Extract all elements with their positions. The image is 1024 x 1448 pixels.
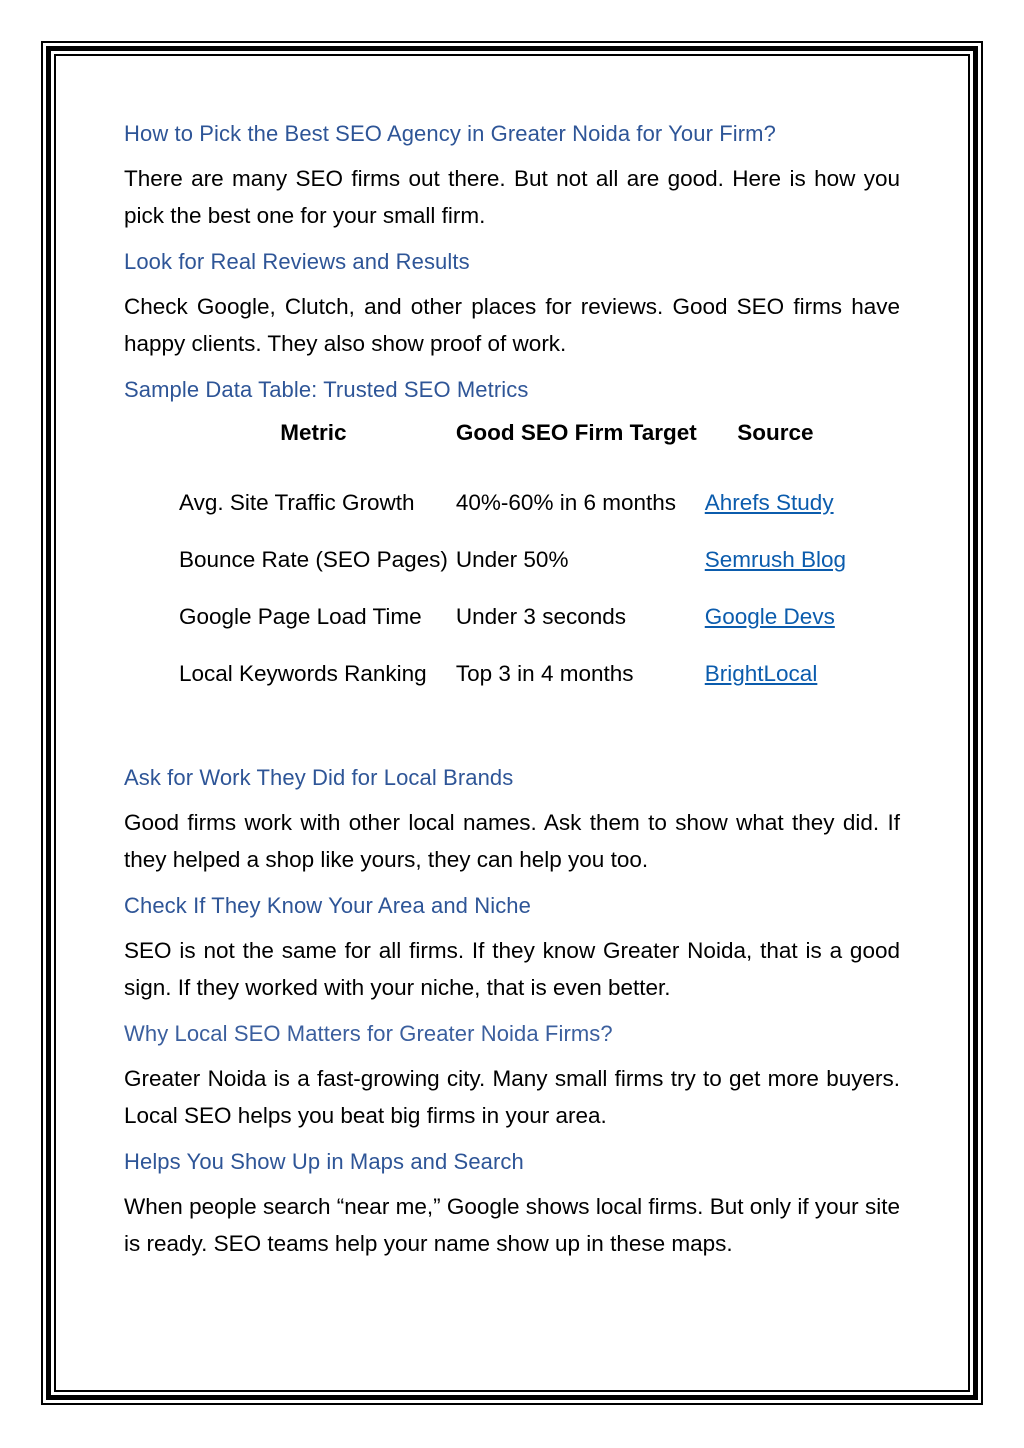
source-link-ahrefs[interactable]: Ahrefs Study [704, 489, 834, 515]
section-heading-local-work: Ask for Work They Did for Local Brands [124, 765, 514, 790]
document-content [124, 120, 900, 1276]
table-row [175, 474, 850, 531]
source-link-brightlocal[interactable]: BrightLocal [704, 660, 818, 686]
table-row [175, 645, 850, 702]
section-body-why: Greater Noida is a fast-growing city. Many small firms try to get more buyers. Local SEO helps you beat big firms in your area. [124, 1066, 900, 1128]
table-header-target: Good SEO Firm Target [455, 420, 697, 445]
table-header-source: Source [737, 420, 814, 445]
table-row [175, 588, 850, 645]
section-body-local-work: Good firms work with other local names. Ask them to show what they did. If they helped a shop like yours, they can help you too. [124, 810, 900, 872]
section-heading-table: Sample Data Table: Trusted SEO Metrics [124, 377, 529, 402]
table-cell-metric: Local Keywords Ranking [179, 660, 427, 686]
section-heading-reviews: Look for Real Reviews and Results [124, 249, 470, 274]
table-cell-target: 40%-60% in 6 months [455, 489, 677, 515]
table-cell-target: Top 3 in 4 months [455, 660, 634, 686]
table-cell-source [701, 645, 850, 702]
table-cell-source [701, 531, 850, 588]
table-cell-source [701, 588, 850, 645]
section-heading-niche: Check If They Know Your Area and Niche [124, 893, 531, 918]
section-heading-why: Why Local SEO Matters for Greater Noida Firms? [124, 1021, 613, 1046]
table-spacer [124, 702, 900, 764]
table-cell-metric: Bounce Rate (SEO Pages) [179, 546, 448, 572]
section-body-pick: There are many SEO firms out there. But not all are good. Here is how you pick the best one for your small firm. [124, 166, 900, 228]
section-body-reviews: Check Google, Clutch, and other places for reviews. Good SEO firms have happy clients. They also show proof of work. [124, 294, 900, 356]
source-link-semrush[interactable]: Semrush Blog [704, 546, 847, 572]
table-cell-target: Under 50% [455, 546, 569, 572]
table-header-row [175, 416, 850, 474]
source-link-google-devs[interactable]: Google Devs [704, 603, 835, 629]
table-header-metric: Metric [280, 420, 347, 445]
metrics-table [175, 416, 850, 702]
table-cell-metric: Avg. Site Traffic Growth [179, 489, 415, 515]
table-cell-metric: Google Page Load Time [179, 603, 422, 629]
table-row [175, 531, 850, 588]
section-heading-maps: Helps You Show Up in Maps and Search [124, 1149, 524, 1174]
section-body-niche: SEO is not the same for all firms. If they know Greater Noida, that is a good sign. If they worked with your niche, that is even better. [124, 938, 900, 1000]
section-heading-pick: How to Pick the Best SEO Agency in Greater Noida for Your Firm? [124, 121, 776, 146]
section-body-maps: When people search “near me,” Google shows local firms. But only if your site is ready. SEO teams help your name show up in these maps. [124, 1194, 900, 1256]
table-cell-target: Under 3 seconds [455, 603, 626, 629]
table-cell-source [701, 474, 850, 531]
